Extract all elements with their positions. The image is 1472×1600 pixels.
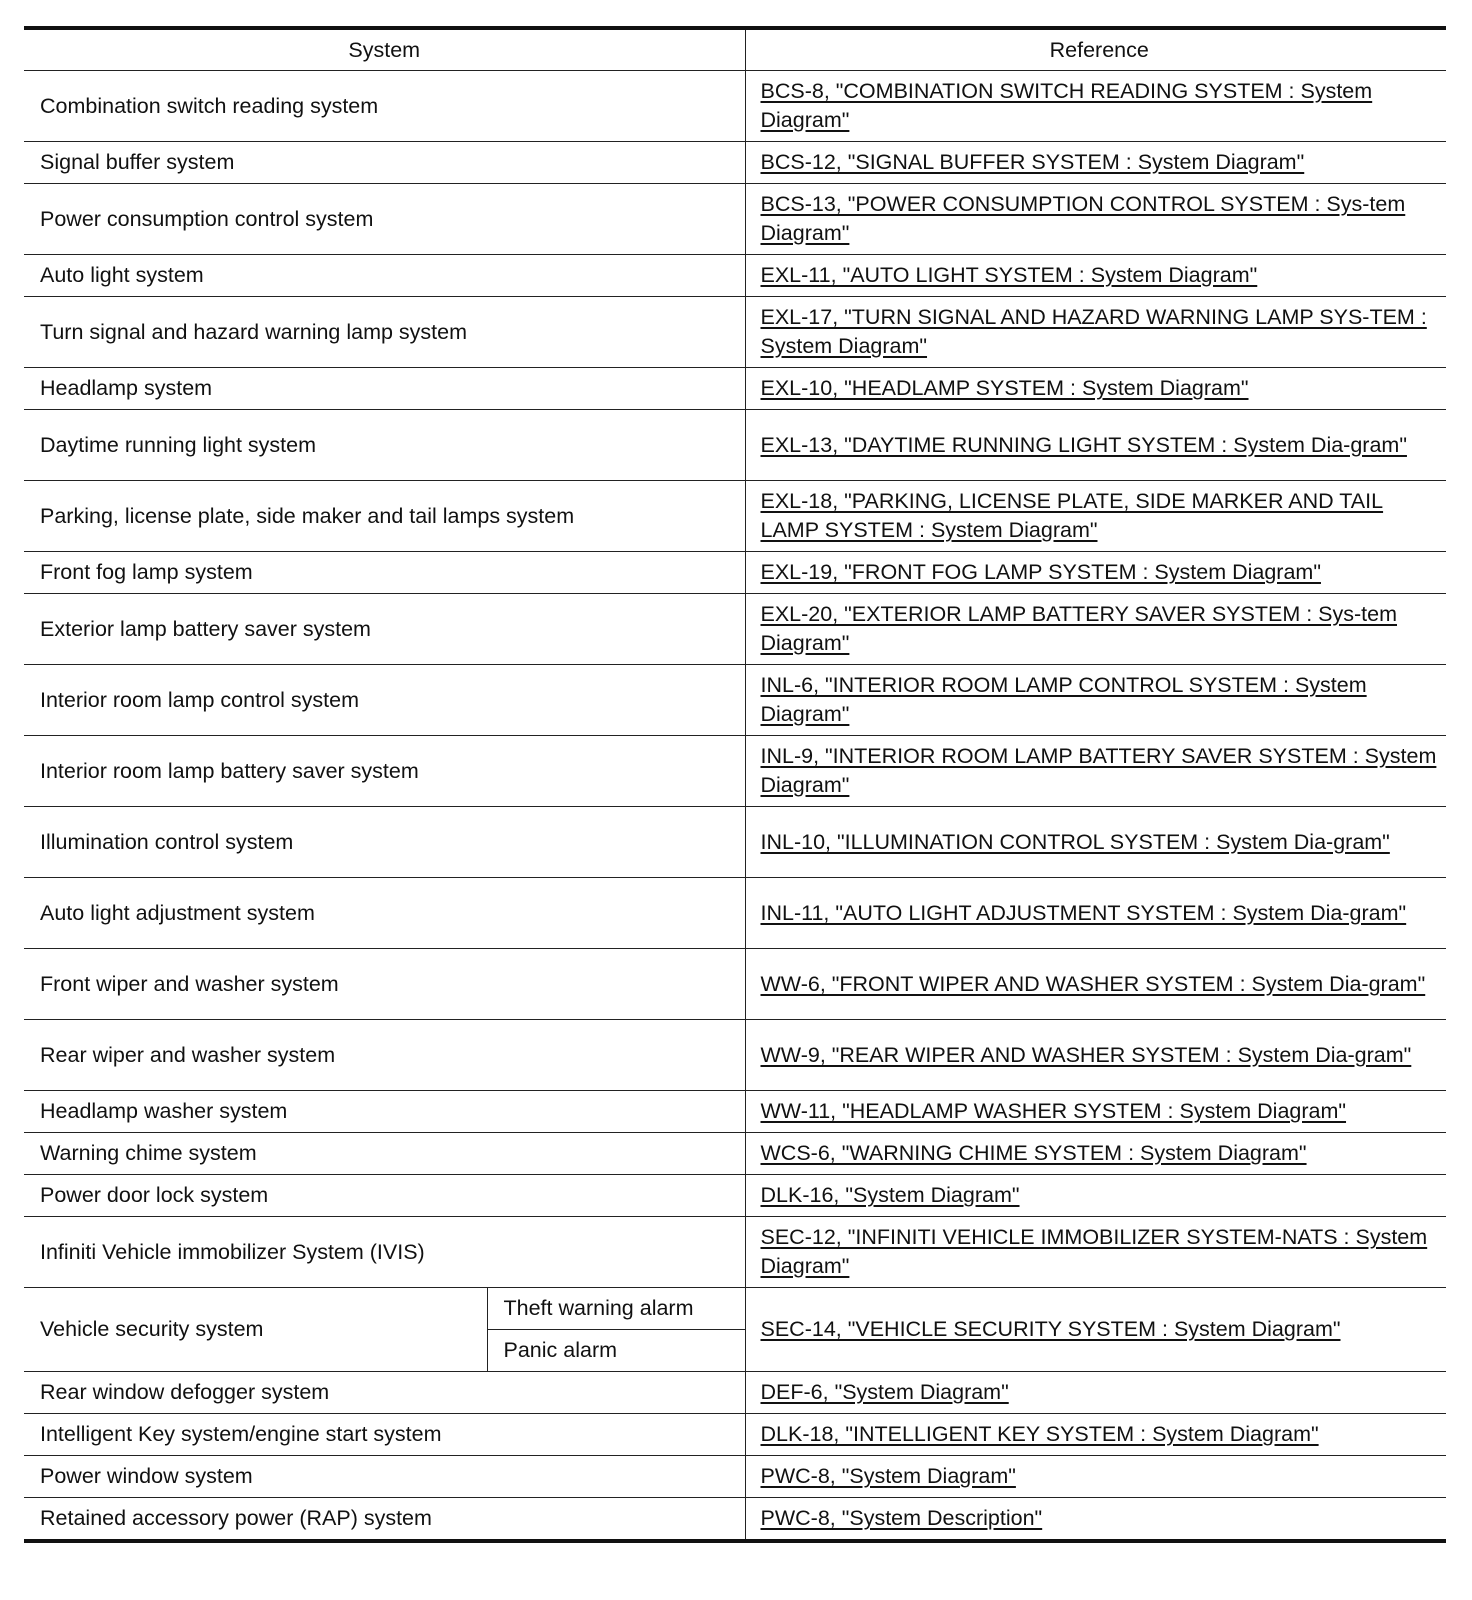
- sub-item-cell: Theft warning alarm: [487, 1288, 745, 1330]
- table-row: [24, 255, 1446, 297]
- table-row: [24, 1456, 1446, 1498]
- system-cell: Headlamp washer system: [24, 1091, 745, 1133]
- table-row: [24, 736, 1446, 807]
- reference-link[interactable]: WCS-6, "WARNING CHIME SYSTEM : System Diagram": [760, 1141, 1307, 1165]
- reference-link[interactable]: WW-9, "REAR WIPER AND WASHER SYSTEM : System Dia-gram": [760, 1042, 1412, 1067]
- reference-cell: [745, 184, 1446, 255]
- system-cell: Exterior lamp battery saver system: [24, 594, 745, 665]
- table-row: [24, 1175, 1446, 1217]
- table-row: [24, 949, 1446, 1020]
- system-cell: Illumination control system: [24, 807, 745, 878]
- reference-link[interactable]: DLK-18, "INTELLIGENT KEY SYSTEM : System Diagram": [760, 1422, 1319, 1446]
- reference-link[interactable]: EXL-18, "PARKING, LICENSE PLATE, SIDE MARKER AND TAIL LAMP SYSTEM : System Diagram": [760, 489, 1384, 542]
- table-row: [24, 1020, 1446, 1091]
- reference-link[interactable]: EXL-10, "HEADLAMP SYSTEM : System Diagram": [760, 376, 1249, 400]
- system-cell: Parking, license plate, side maker and tail lamps system: [24, 481, 745, 552]
- system-cell: Warning chime system: [24, 1133, 745, 1175]
- table-row: [24, 878, 1446, 949]
- reference-cell: [745, 255, 1446, 297]
- reference-cell: [745, 594, 1446, 665]
- system-cell: Turn signal and hazard warning lamp system: [24, 297, 745, 368]
- table-row: [24, 807, 1446, 878]
- reference-link[interactable]: PWC-8, "System Description": [760, 1506, 1043, 1530]
- table-row-security: [24, 1288, 1446, 1330]
- sub-item-cell: Panic alarm: [487, 1330, 745, 1372]
- reference-cell: [745, 1091, 1446, 1133]
- system-cell: Vehicle security system: [24, 1288, 487, 1372]
- table-row: [24, 1091, 1446, 1133]
- system-reference-table: [24, 26, 1446, 1543]
- reference-cell: [745, 368, 1446, 410]
- reference-link[interactable]: BCS-8, "COMBINATION SWITCH READING SYSTEM : System Diagram": [760, 79, 1373, 132]
- reference-cell: [745, 878, 1446, 949]
- system-cell: Signal buffer system: [24, 142, 745, 184]
- reference-cell: [745, 1456, 1446, 1498]
- table-row: [24, 1217, 1446, 1288]
- table-header-row: [24, 28, 1446, 71]
- reference-cell: [745, 552, 1446, 594]
- reference-link[interactable]: EXL-11, "AUTO LIGHT SYSTEM : System Diagram": [760, 263, 1258, 287]
- reference-cell: [745, 142, 1446, 184]
- reference-link[interactable]: WW-6, "FRONT WIPER AND WASHER SYSTEM : System Dia-gram": [760, 971, 1426, 996]
- reference-link[interactable]: INL-6, "INTERIOR ROOM LAMP CONTROL SYSTEM : System Diagram": [760, 673, 1367, 726]
- header-reference: Reference: [745, 28, 1446, 71]
- reference-link[interactable]: BCS-13, "POWER CONSUMPTION CONTROL SYSTEM : Sys-tem Diagram": [760, 192, 1406, 245]
- header-system: System: [24, 28, 745, 71]
- table-row: [24, 1414, 1446, 1456]
- reference-link[interactable]: BCS-12, "SIGNAL BUFFER SYSTEM : System Diagram": [760, 150, 1305, 174]
- reference-cell: [745, 807, 1446, 878]
- system-cell: Front wiper and washer system: [24, 949, 745, 1020]
- reference-link[interactable]: SEC-12, "INFINITI VEHICLE IMMOBILIZER SYSTEM-NATS : System Diagram": [760, 1225, 1428, 1278]
- system-cell: Power door lock system: [24, 1175, 745, 1217]
- table-row: [24, 410, 1446, 481]
- reference-link[interactable]: DLK-16, "System Diagram": [760, 1183, 1020, 1207]
- reference-cell: [745, 410, 1446, 481]
- table-row: [24, 1498, 1446, 1542]
- system-cell: Rear window defogger system: [24, 1372, 745, 1414]
- system-cell: Power consumption control system: [24, 184, 745, 255]
- system-cell: Retained accessory power (RAP) system: [24, 1498, 745, 1542]
- reference-link[interactable]: DEF-6, "System Diagram": [760, 1380, 1009, 1404]
- reference-cell: [745, 481, 1446, 552]
- table-row: [24, 481, 1446, 552]
- system-cell: Interior room lamp battery saver system: [24, 736, 745, 807]
- system-cell: Intelligent Key system/engine start system: [24, 1414, 745, 1456]
- table-row: [24, 184, 1446, 255]
- system-cell: Daytime running light system: [24, 410, 745, 481]
- table-row: [24, 142, 1446, 184]
- reference-cell: [745, 665, 1446, 736]
- reference-cell: [745, 71, 1446, 142]
- reference-cell: [745, 1372, 1446, 1414]
- reference-link[interactable]: EXL-13, "DAYTIME RUNNING LIGHT SYSTEM : System Dia-gram": [760, 432, 1407, 457]
- reference-link[interactable]: SEC-14, "VEHICLE SECURITY SYSTEM : System Diagram": [760, 1317, 1341, 1341]
- system-cell: Headlamp system: [24, 368, 745, 410]
- system-cell: Auto light system: [24, 255, 745, 297]
- reference-link[interactable]: EXL-17, "TURN SIGNAL AND HAZARD WARNING LAMP SYS-TEM : System Diagram": [760, 305, 1427, 358]
- reference-link[interactable]: EXL-19, "FRONT FOG LAMP SYSTEM : System Diagram": [760, 560, 1321, 584]
- system-cell: Combination switch reading system: [24, 71, 745, 142]
- table-row: [24, 1372, 1446, 1414]
- reference-link[interactable]: EXL-20, "EXTERIOR LAMP BATTERY SAVER SYSTEM : Sys-tem Diagram": [760, 602, 1397, 655]
- table-row: [24, 594, 1446, 665]
- reference-link[interactable]: INL-11, "AUTO LIGHT ADJUSTMENT SYSTEM : System Dia-gram": [760, 900, 1407, 925]
- reference-link[interactable]: INL-9, "INTERIOR ROOM LAMP BATTERY SAVER SYSTEM : System Diagram": [760, 744, 1437, 797]
- reference-cell: [745, 1217, 1446, 1288]
- system-cell: Front fog lamp system: [24, 552, 745, 594]
- reference-link[interactable]: PWC-8, "System Diagram": [760, 1464, 1016, 1488]
- system-cell: Auto light adjustment system: [24, 878, 745, 949]
- table-row: [24, 368, 1446, 410]
- table-row: [24, 665, 1446, 736]
- reference-cell: [745, 1498, 1446, 1542]
- reference-cell: [745, 297, 1446, 368]
- reference-link[interactable]: INL-10, "ILLUMINATION CONTROL SYSTEM : System Dia-gram": [760, 829, 1390, 854]
- reference-cell: [745, 1288, 1446, 1372]
- reference-cell: [745, 949, 1446, 1020]
- reference-cell: [745, 1414, 1446, 1456]
- system-cell: Interior room lamp control system: [24, 665, 745, 736]
- table-row: [24, 71, 1446, 142]
- reference-cell: [745, 1020, 1446, 1091]
- table-row: [24, 1133, 1446, 1175]
- system-cell: Infiniti Vehicle immobilizer System (IVIS): [24, 1217, 745, 1288]
- table-row: [24, 297, 1446, 368]
- reference-cell: [745, 1175, 1446, 1217]
- system-cell: Power window system: [24, 1456, 745, 1498]
- table-row: [24, 552, 1446, 594]
- system-cell: Rear wiper and washer system: [24, 1020, 745, 1091]
- reference-link[interactable]: WW-11, "HEADLAMP WASHER SYSTEM : System Diagram": [760, 1099, 1347, 1123]
- reference-cell: [745, 736, 1446, 807]
- reference-cell: [745, 1133, 1446, 1175]
